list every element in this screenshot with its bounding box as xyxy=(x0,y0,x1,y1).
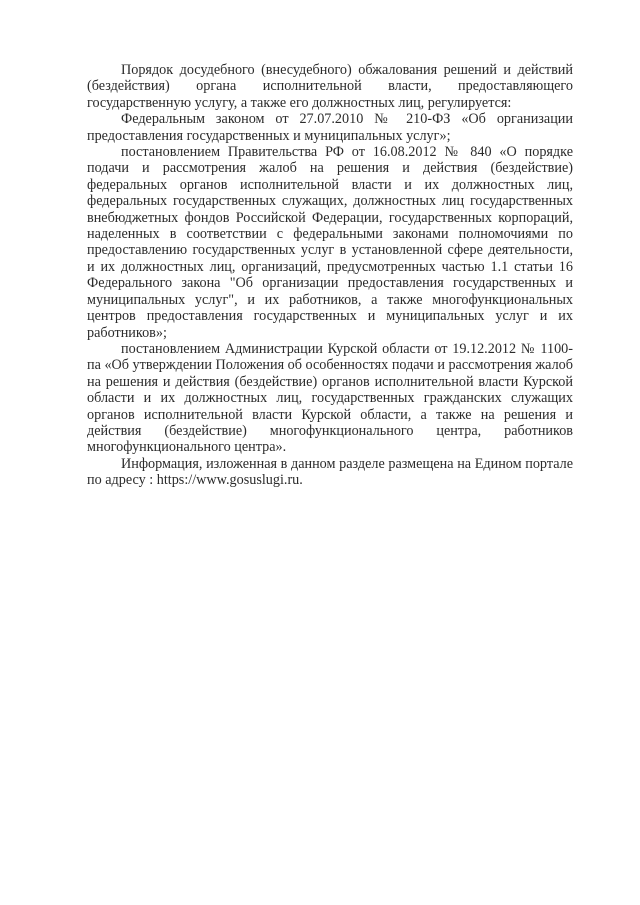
paragraph-portal-info: Информация, изложенная в данном разделе размещена на Едином портале по адресу : https://www.gosuslugi.ru. xyxy=(87,455,573,489)
document-body xyxy=(87,62,573,489)
paragraph-government-resolution: постановлением Правительства РФ от 16.08.2012 № 840 «О порядке подачи и рассмотрения жалоб на решения и действия (бездействие) федеральных органов исполнительной власти и их должностных лиц, федеральных государственных служащих, должностных лиц государственных внебюджетных фондов Российской Федерации, государственных корпораций, наделенных в соответствии с федеральными законами полномочиями по предоставлению государственных услуг в установленной сфере деятельности, и их должностных лиц, организаций, предусмотренных частью 1.1 статьи 16 Федерального закона "Об организации предоставления государственных и муниципальных услуг", и их работников, а также многофункциональных центров предоставления государственных и муниципальных услуг и их работников»; xyxy=(87,144,573,341)
paragraph-federal-law: Федеральным законом от 27.07.2010 № 210-ФЗ «Об организации предоставления государственных и муниципальных услуг»; xyxy=(87,111,573,144)
paragraph-appeal-procedure: Порядок досудебного (внесудебного) обжалования решений и действий (бездействия) органа исполнительной власти, предоставляющего государственную услугу, а также его должностных лиц, регулируется: xyxy=(87,62,573,111)
paragraph-kursk-resolution: постановлением Администрации Курской области от 19.12.2012 № 1100-па «Об утверждении Положения об особенностях подачи и рассмотрения жалоб на решения и действия (бездействие) органов исполнительной власти Курской области и их должностных лиц, государственных гражданских служащих органов исполнительной власти Курской области, а также на решения и действия (бездействие) многофункционального центра, работников многофункционального центра». xyxy=(87,340,573,456)
